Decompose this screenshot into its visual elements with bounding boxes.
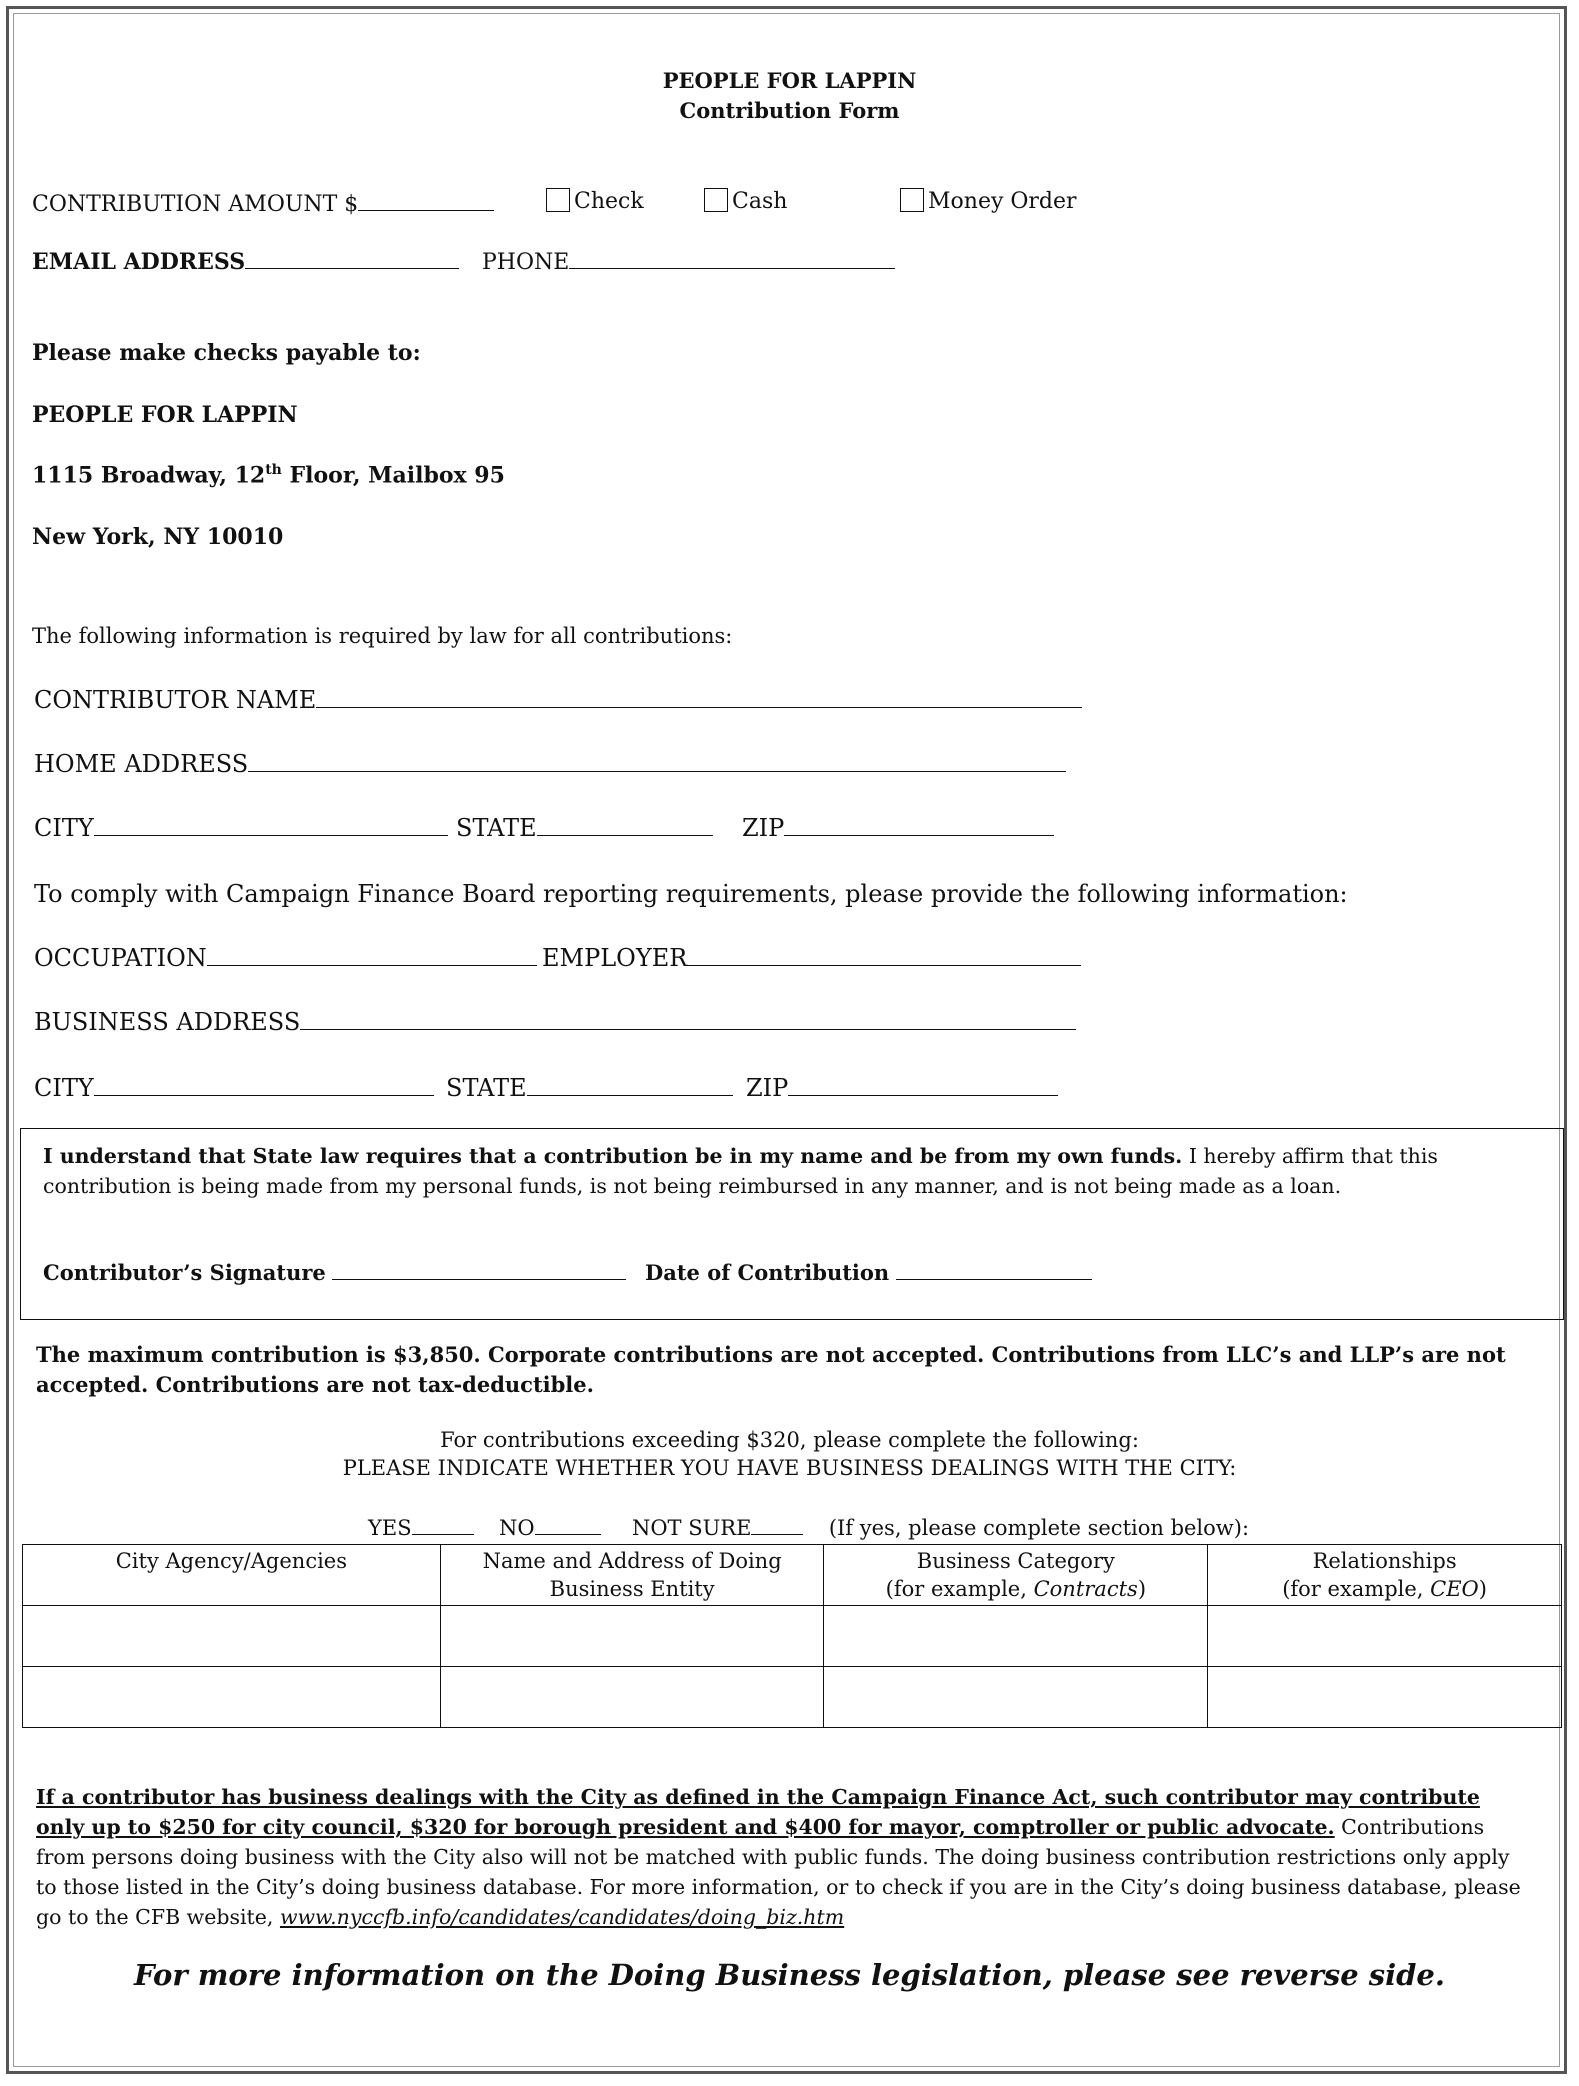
phone-field[interactable] — [569, 248, 895, 269]
occupation-label: OCCUPATION — [34, 944, 207, 972]
table-cell[interactable] — [824, 1606, 1208, 1667]
home-address-field[interactable] — [248, 751, 1066, 772]
address-sup: th — [265, 462, 282, 478]
org-title: PEOPLE FOR LAPPIN — [662, 68, 917, 93]
doing-business-body: Contributions from persons doing business with the City also will not be matched with public funds. The doing business contribution restrictions only apply to those listed in the City’s doing business database. For more information, or to check if you are in the City’s doing business database, please go to the CFB website, — [36, 1815, 1521, 1929]
doing-business-notice — [36, 1782, 1526, 1932]
address-part: 1115 Broadway, 12 — [32, 462, 266, 489]
table-cell[interactable] — [824, 1667, 1208, 1728]
footer-note: For more information on the Doing Business legislation, please see reverse side. — [134, 1958, 1445, 1992]
yes-field[interactable] — [412, 1514, 474, 1535]
business-city-label: CITY — [34, 1074, 94, 1102]
employer-field[interactable] — [687, 945, 1081, 966]
cash-option[interactable] — [704, 188, 787, 214]
not-sure-label: NOT SURE — [631, 1516, 752, 1540]
no-field[interactable] — [535, 1514, 601, 1535]
phone-label: PHONE — [482, 250, 570, 275]
contributor-state-row — [456, 814, 713, 842]
contribution-amount-label: CONTRIBUTION AMOUNT $ — [32, 192, 359, 217]
zip-label: ZIP — [742, 814, 785, 842]
required-notice: The following information is required by law for all contributions: — [32, 624, 733, 648]
header-relationships — [1208, 1545, 1562, 1606]
money-order-option[interactable] — [900, 188, 1077, 214]
business-state-field[interactable] — [527, 1075, 733, 1096]
business-city-field[interactable] — [94, 1075, 434, 1096]
signature-label: Contributor’s Signature — [43, 1260, 326, 1285]
header-text: Name and Address of Doing — [482, 1549, 782, 1573]
date-row — [645, 1259, 1092, 1285]
table-cell[interactable] — [440, 1667, 824, 1728]
table-row — [23, 1606, 1562, 1667]
date-field[interactable] — [896, 1259, 1092, 1280]
payable-name: PEOPLE FOR LAPPIN — [32, 402, 298, 428]
business-dealings-table — [22, 1544, 1562, 1728]
table-cell[interactable] — [1208, 1667, 1562, 1728]
table-cell[interactable] — [1208, 1606, 1562, 1667]
header-text-3: ) — [1478, 1577, 1487, 1601]
page-border — [6, 6, 1567, 2074]
table-cell[interactable] — [23, 1606, 441, 1667]
header-text: Business Category — [916, 1549, 1115, 1573]
header-business-category — [824, 1545, 1208, 1606]
occupation-row — [34, 944, 537, 972]
home-address-row — [34, 750, 1066, 778]
signature-row — [43, 1259, 626, 1285]
occupation-field[interactable] — [207, 945, 537, 966]
header-city-agency — [23, 1545, 441, 1606]
business-dealings-line1: For contributions exceeding $320, please complete the following: — [440, 1428, 1139, 1452]
header-text-em: CEO — [1430, 1577, 1479, 1601]
table-row — [23, 1667, 1562, 1728]
affirmation-body: I hereby affirm that this contribution is being made from my personal funds, is not being reimbursed in any manner, and is not being made as a loan. — [43, 1144, 1438, 1198]
state-field[interactable] — [537, 815, 713, 836]
header-business-entity — [440, 1545, 824, 1606]
email-label: EMAIL ADDRESS — [32, 249, 246, 275]
employer-row — [542, 944, 1081, 972]
table-header-row — [23, 1545, 1562, 1606]
header-text-3: ) — [1137, 1577, 1147, 1601]
employer-label: EMPLOYER — [542, 944, 688, 972]
header-text-2: (for example, — [885, 1577, 1034, 1601]
contributor-name-row — [34, 686, 1082, 714]
business-city-row — [34, 1074, 434, 1102]
cfb-notice: To comply with Campaign Finance Board reporting requirements, please provide the following information: — [34, 880, 1348, 908]
money-order-checkbox[interactable] — [900, 188, 924, 212]
contributor-name-field[interactable] — [316, 687, 1082, 708]
contribution-amount-field[interactable] — [358, 190, 494, 211]
header-text: City Agency/Agencies — [115, 1549, 348, 1573]
affirmation-text — [43, 1141, 1523, 1201]
contributor-city-row — [34, 814, 448, 842]
header-text-2: Business Entity — [549, 1577, 715, 1601]
payable-address — [32, 462, 505, 488]
table-cell[interactable] — [440, 1606, 824, 1667]
header-text-em: Contracts — [1033, 1577, 1138, 1601]
business-zip-field[interactable] — [788, 1075, 1058, 1096]
header-text: Relationships — [1312, 1549, 1457, 1573]
check-label: Check — [574, 189, 644, 214]
date-label: Date of Contribution — [645, 1260, 890, 1285]
contribution-amount-row — [32, 190, 494, 217]
limits-notice: The maximum contribution is $3,850. Corporate contributions are not accepted. Contributions from LLC’s and LLP’s are not accepted. Contributions are not tax-deductible. — [36, 1342, 1506, 1397]
check-option[interactable] — [546, 188, 644, 214]
city-label: CITY — [34, 814, 94, 842]
contributor-name-label: CONTRIBUTOR NAME — [34, 686, 317, 714]
payable-city: New York, NY 10010 — [32, 524, 284, 550]
form-title: Contribution Form — [679, 98, 900, 123]
business-address-field[interactable] — [300, 1009, 1076, 1030]
business-state-row — [446, 1074, 733, 1102]
business-dealings-line2: PLEASE INDICATE WHETHER YOU HAVE BUSINESS DEALINGS WITH THE CITY: — [342, 1456, 1237, 1480]
no-label: NO — [498, 1516, 535, 1540]
table-cell[interactable] — [23, 1667, 441, 1728]
business-zip-label: ZIP — [746, 1074, 789, 1102]
business-zip-row — [746, 1074, 1058, 1102]
state-label: STATE — [456, 814, 537, 842]
affirmation-bold: I understand that State law requires that a contribution be in my name and be from my own funds. — [43, 1144, 1183, 1168]
money-order-label: Money Order — [928, 189, 1077, 214]
header-text-2: (for example, — [1282, 1577, 1431, 1601]
if-yes-note: (If yes, please complete section below): — [828, 1516, 1250, 1540]
not-sure-field[interactable] — [751, 1514, 803, 1535]
yes-label: YES — [368, 1516, 412, 1540]
doing-business-limits: If a contributor has business dealings with the City as defined in the Campaign Finance Act, such contributor may contribute only up to $250 for city council, $320 for borough president and $400 for mayor, comptroller or public advocate. — [36, 1785, 1480, 1839]
zip-field[interactable] — [784, 815, 1054, 836]
signature-field[interactable] — [332, 1259, 626, 1280]
business-address-label: BUSINESS ADDRESS — [34, 1008, 301, 1036]
business-dealings-answers — [368, 1514, 1249, 1540]
cash-label: Cash — [732, 189, 788, 214]
city-field[interactable] — [94, 815, 448, 836]
phone-row — [482, 248, 895, 275]
contributor-zip-row — [742, 814, 1054, 842]
cash-checkbox[interactable] — [704, 188, 728, 212]
email-row — [32, 248, 459, 275]
affirmation-box — [20, 1128, 1564, 1320]
address-part-2: Floor, Mailbox 95 — [281, 462, 505, 489]
business-address-row — [34, 1008, 1076, 1036]
business-state-label: STATE — [446, 1074, 527, 1102]
home-address-label: HOME ADDRESS — [34, 750, 249, 778]
email-field[interactable] — [245, 248, 459, 269]
cfb-website-link[interactable]: www.nyccfb.info/candidates/candidates/doing_biz.htm — [279, 1905, 845, 1929]
payable-intro: Please make checks payable to: — [32, 340, 421, 366]
check-checkbox[interactable] — [546, 188, 570, 212]
